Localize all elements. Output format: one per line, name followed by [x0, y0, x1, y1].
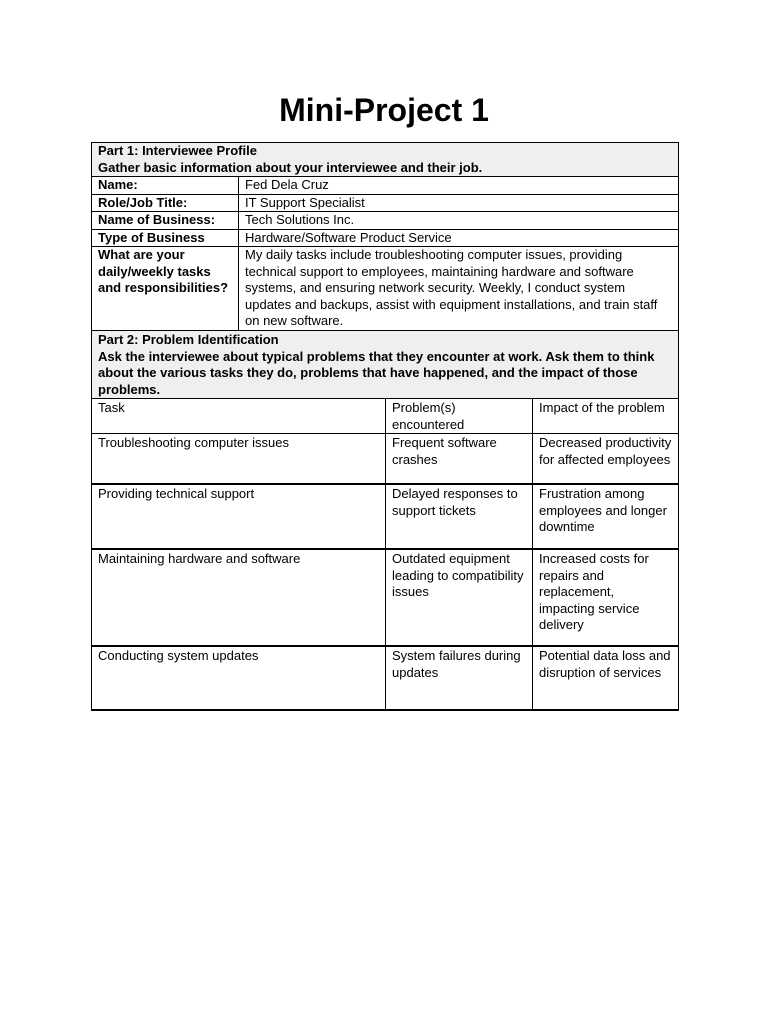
field-value: My daily tasks include troubleshooting computer issues, providing technical support to employees, maintaining hardware and software systems, and ensuring network security. Weekly, I conduct system updates and backups, assist with equipment installations, and train staff on new software.	[239, 247, 679, 331]
field-label: Name of Business:	[92, 212, 239, 230]
problem-cell: Outdated equipment leading to compatibility issues	[386, 549, 533, 646]
part2-header-row	[92, 331, 679, 399]
column-header-problem: Problem(s) encountered	[386, 399, 533, 434]
problem-cell: System failures during updates	[386, 646, 533, 710]
field-value: IT Support Specialist	[239, 194, 679, 212]
table-row	[92, 434, 679, 485]
column-header-row	[92, 399, 679, 434]
page-title: Mini-Project 1	[279, 92, 489, 128]
field-value: Tech Solutions Inc.	[239, 212, 679, 230]
part1-header-row	[92, 143, 679, 177]
profile-row-business-name	[92, 212, 679, 230]
column-header-impact: Impact of the problem	[533, 399, 679, 434]
part1-instruction: Gather basic information about your interviewee and their job.	[98, 159, 483, 175]
interviewee-profile-table	[91, 142, 679, 331]
task-cell: Conducting system updates	[92, 646, 386, 710]
column-header-task: Task	[92, 399, 386, 434]
table-row	[92, 549, 679, 646]
impact-cell: Frustration among employees and longer downtime	[533, 484, 679, 549]
impact-cell: Decreased productivity for affected employees	[533, 434, 679, 485]
field-value: Fed Dela Cruz	[239, 177, 679, 195]
profile-row-name	[92, 177, 679, 195]
table-row	[92, 484, 679, 549]
field-label: Name:	[92, 177, 239, 195]
profile-row-role	[92, 194, 679, 212]
part1-heading: Part 1: Interviewee Profile	[98, 143, 257, 158]
profile-row-business-type	[92, 229, 679, 247]
field-value: Hardware/Software Product Service	[239, 229, 679, 247]
field-label: Role/Job Title:	[92, 194, 239, 212]
profile-row-tasks	[92, 247, 679, 331]
part1-header-cell	[92, 143, 679, 177]
problem-cell: Delayed responses to support tickets	[386, 484, 533, 549]
task-cell: Troubleshooting computer issues	[92, 434, 386, 485]
field-label: What are your daily/weekly tasks and responsibilities?	[92, 247, 239, 331]
impact-cell: Potential data loss and disruption of services	[533, 646, 679, 710]
field-label: Type of Business	[92, 229, 239, 247]
part2-heading: Part 2: Problem Identification	[98, 332, 279, 347]
task-cell: Maintaining hardware and software	[92, 549, 386, 646]
problem-identification-table	[91, 330, 679, 711]
table-row	[92, 646, 679, 710]
part2-instruction: Ask the interviewee about typical problems that they encounter at work. Ask them to think about the various tasks they do, problems that have happened, and the impact of those problems.	[98, 348, 655, 397]
task-cell: Providing technical support	[92, 484, 386, 549]
part2-header-cell	[92, 331, 679, 399]
problem-cell: Frequent software crashes	[386, 434, 533, 485]
impact-cell: Increased costs for repairs and replacement, impacting service delivery	[533, 549, 679, 646]
